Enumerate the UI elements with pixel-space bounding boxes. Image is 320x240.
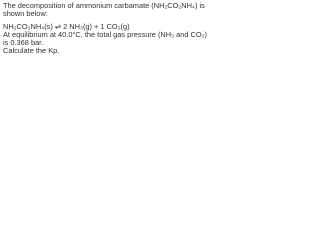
- intro-text-line-1: The decomposition of ammonium carbamate (NH₂CO₂NH₄) is: [3, 1, 205, 10]
- condition-text-line-1: At equilibrium at 40.0°C, the total gas pressure (NH₃ and CO₂): [3, 30, 207, 39]
- intro-text-line-2: shown below:: [3, 9, 48, 18]
- reaction-equation: NH₂CO₂NH₄(s) ⇌ 2 NH₃(g) + 1 CO₂(g): [3, 22, 130, 31]
- condition-text-line-2: is 0.368 bar.: [3, 38, 44, 47]
- question-text: Calculate the Kp.: [3, 46, 60, 55]
